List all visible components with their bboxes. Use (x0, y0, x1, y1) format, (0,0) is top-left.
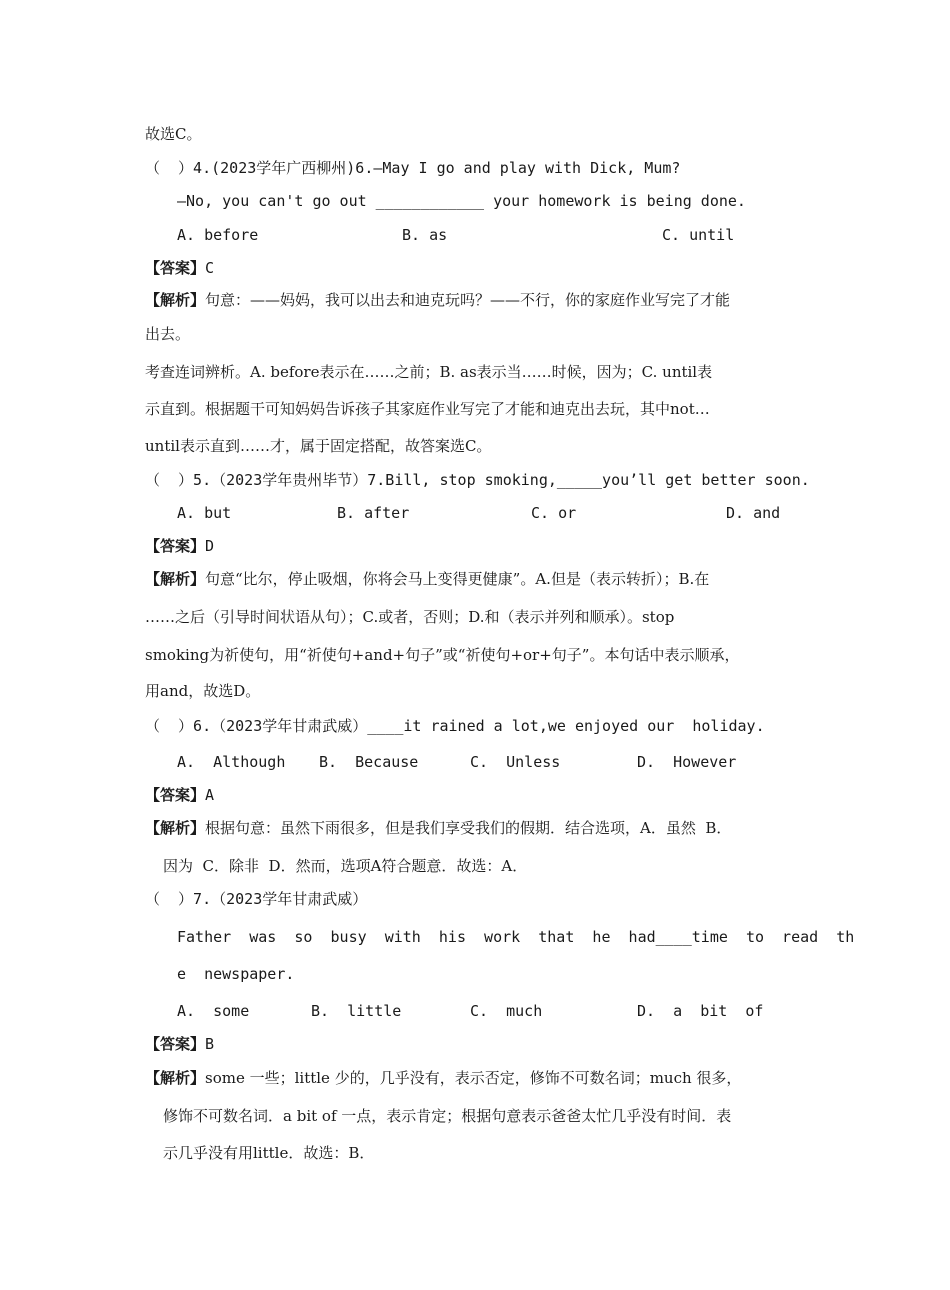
q7-option-d: D. a bit of (637, 1002, 764, 1020)
answer-label: 【答案】 (145, 259, 206, 277)
q6-option-b: B. Because (319, 753, 419, 771)
q4-stem: （ ）4.(2023学年广西柳州)6.—May I go and play with Dick, Mum? (145, 159, 681, 177)
answer-value: A (205, 786, 215, 804)
intro-line: 故选C。 (145, 125, 202, 143)
q7-line3: e newspaper. (177, 965, 295, 983)
q4-line2: —No, you can't go out ____________ your homework is being done. (177, 192, 746, 210)
q7-option-a: A. some (177, 1002, 250, 1020)
analysis-label: 【解析】 (145, 1069, 206, 1087)
q4-analysis-1 (145, 290, 730, 310)
q4-answer (145, 258, 214, 278)
answer-value: B (205, 1035, 215, 1053)
q5-option-b: B. after (337, 504, 410, 522)
q4-analysis-3: 考查连词辨析。A. before表示在……之前；B. as表示当……时候，因为；C. until表 (145, 363, 713, 381)
answer-value: D (205, 537, 215, 555)
q4-option-b: B. as (402, 226, 448, 244)
q5-answer (145, 536, 214, 556)
q4-analysis-5: until表示直到……才，属于固定搭配，故答案选C。 (145, 437, 492, 455)
answer-label: 【答案】 (145, 1035, 206, 1053)
analysis-label: 【解析】 (145, 570, 206, 588)
analysis-text: 句意“比尔，停止吸烟，你将会马上变得更健康”。A.但是（表示转折）；B.在 (205, 570, 710, 588)
q7-analysis-3: 示几乎没有用little．故选：B． (163, 1144, 375, 1162)
q4-option-c: C. until (662, 226, 735, 244)
q7-analysis-1 (145, 1068, 741, 1088)
analysis-text: 根据句意：虽然下雨很多，但是我们享受我们的假期．结合选项，A．虽然 B． (205, 819, 732, 837)
analysis-label: 【解析】 (145, 291, 206, 309)
answer-label: 【答案】 (145, 537, 206, 555)
answer-value: C (205, 259, 215, 277)
q7-line2: Father was so busy with his work that he had____time to read th (177, 928, 855, 946)
q6-option-a: A. Although (177, 753, 286, 771)
q7-analysis-2: 修饰不可数名词．a bit of 一点，表示肯定；根据句意表示爸爸太忙几乎没有时间．表 (163, 1107, 732, 1125)
q5-stem: （ ）5.（2023学年贵州毕节）7.Bill, stop smoking,_____you’ll get better soon. (145, 471, 810, 489)
q5-analysis-3: smoking为祈使句，用“祈使句+and+句子”或“祈使句+or+句子”。本句话中表示顺承， (145, 646, 740, 664)
answer-label: 【答案】 (145, 786, 206, 804)
q6-analysis-2: 因为 C．除非 D．然而，选项A符合题意．故选：A． (163, 857, 528, 875)
analysis-label: 【解析】 (145, 819, 206, 837)
analysis-text: 句意：——妈妈，我可以出去和迪克玩吗？——不行，你的家庭作业写完了才能 (205, 291, 731, 309)
q6-stem: （ ）6.（2023学年甘肃武威）____it rained a lot,we enjoyed our holiday. (145, 717, 765, 735)
q7-option-c: C. much (470, 1002, 543, 1020)
q5-option-a: A. but (177, 504, 232, 522)
analysis-text: some 一些；little 少的，几乎没有，表示否定，修饰不可数名词；much 很多， (205, 1069, 742, 1087)
q5-option-d: D. and (726, 504, 781, 522)
q5-analysis-1 (145, 569, 709, 589)
q4-option-a: A. before (177, 226, 259, 244)
q7-answer (145, 1034, 214, 1054)
q6-option-c: C. Unless (470, 753, 561, 771)
q7-stem: （ ）7.（2023学年甘肃武威） (145, 890, 368, 908)
q4-analysis-2: 出去。 (145, 325, 191, 343)
q6-answer (145, 785, 214, 805)
q6-analysis-1 (145, 818, 731, 838)
q6-option-d: D. However (637, 753, 737, 771)
q5-analysis-2: ……之后（引导时间状语从句）；C.或者，否则；D.和（表示并列和顺承）。stop (145, 608, 675, 626)
q4-analysis-4: 示直到。根据题干可知妈妈告诉孩子其家庭作业写完了才能和迪克出去玩，其中not… (145, 400, 710, 418)
q5-option-c: C. or (531, 504, 577, 522)
q5-analysis-4: 用and，故选D。 (145, 682, 261, 700)
q7-option-b: B. little (311, 1002, 402, 1020)
